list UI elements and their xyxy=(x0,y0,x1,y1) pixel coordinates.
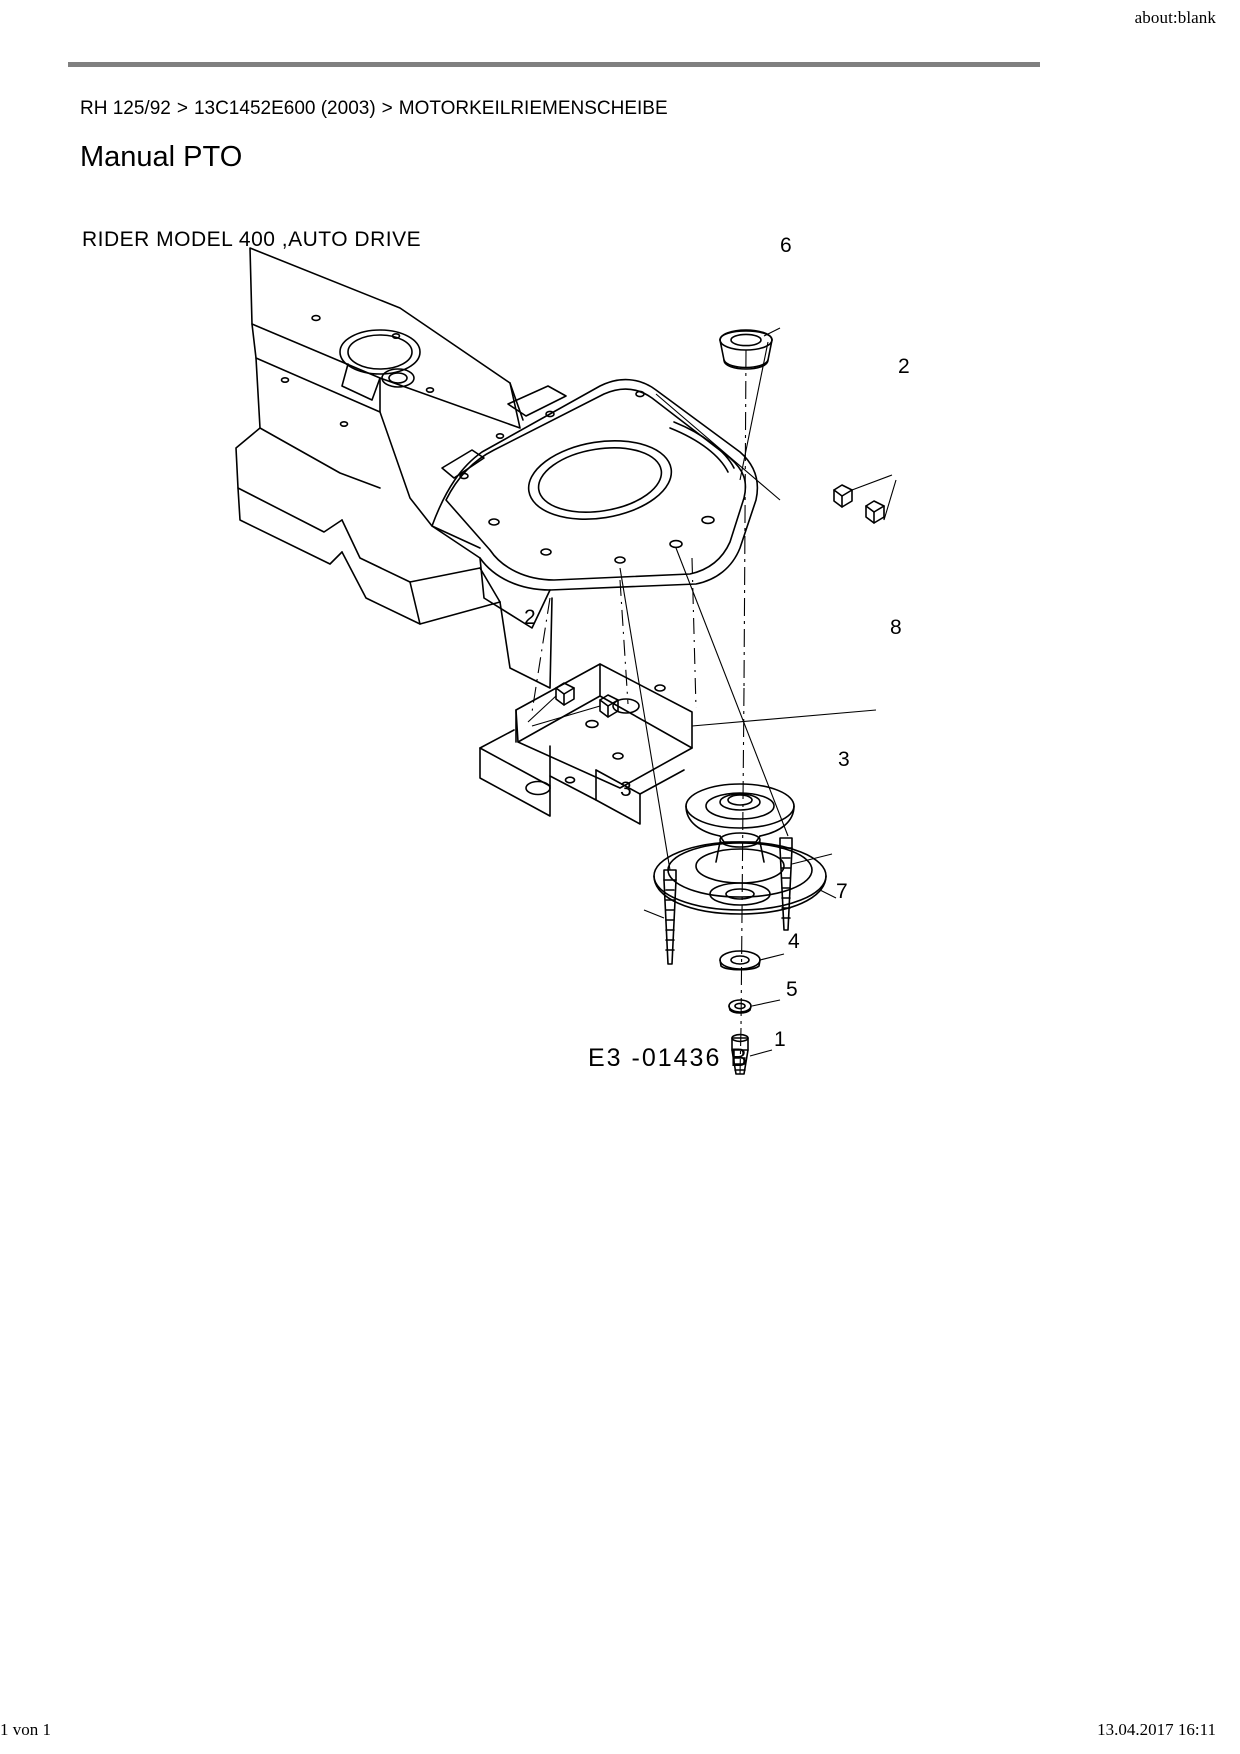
breadcrumb-item-assembly: MOTORKEILRIEMENSCHEIBE xyxy=(398,98,668,119)
header-divider xyxy=(68,62,1040,67)
callout-4: 4 xyxy=(788,930,800,953)
page-url-text: about:blank xyxy=(1134,8,1216,27)
breadcrumb-separator: > xyxy=(381,98,393,119)
callout-2-upper: 2 xyxy=(898,355,910,378)
callout-5: 5 xyxy=(786,978,798,1001)
diagram-title: Manual PTO xyxy=(80,141,243,173)
callout-7: 7 xyxy=(836,880,848,903)
callout-6: 6 xyxy=(780,234,792,257)
callout-8: 8 xyxy=(890,616,902,639)
breadcrumb-item-model[interactable]: RH 125/92 xyxy=(80,98,171,119)
callout-1: 1 xyxy=(774,1028,786,1051)
footer-page-indicator: 1 von 1 xyxy=(0,1720,51,1739)
parts-diagram xyxy=(80,128,1040,1088)
footer-timestamp: 13.04.2017 16:11 xyxy=(1097,1720,1216,1739)
breadcrumb-separator: > xyxy=(176,98,188,119)
callout-3-right: 3 xyxy=(838,748,850,771)
diagram-subtitle: RIDER MODEL 400 ,AUTO DRIVE xyxy=(82,228,422,251)
callout-3-left: 3 xyxy=(620,778,632,801)
breadcrumb xyxy=(80,98,668,120)
diagram-drawing-number: E3 -01436 B xyxy=(588,1044,749,1072)
breadcrumb-item-partnumber[interactable]: 13C1452E600 (2003) xyxy=(193,98,376,119)
callout-2-lower: 2 xyxy=(524,606,536,629)
